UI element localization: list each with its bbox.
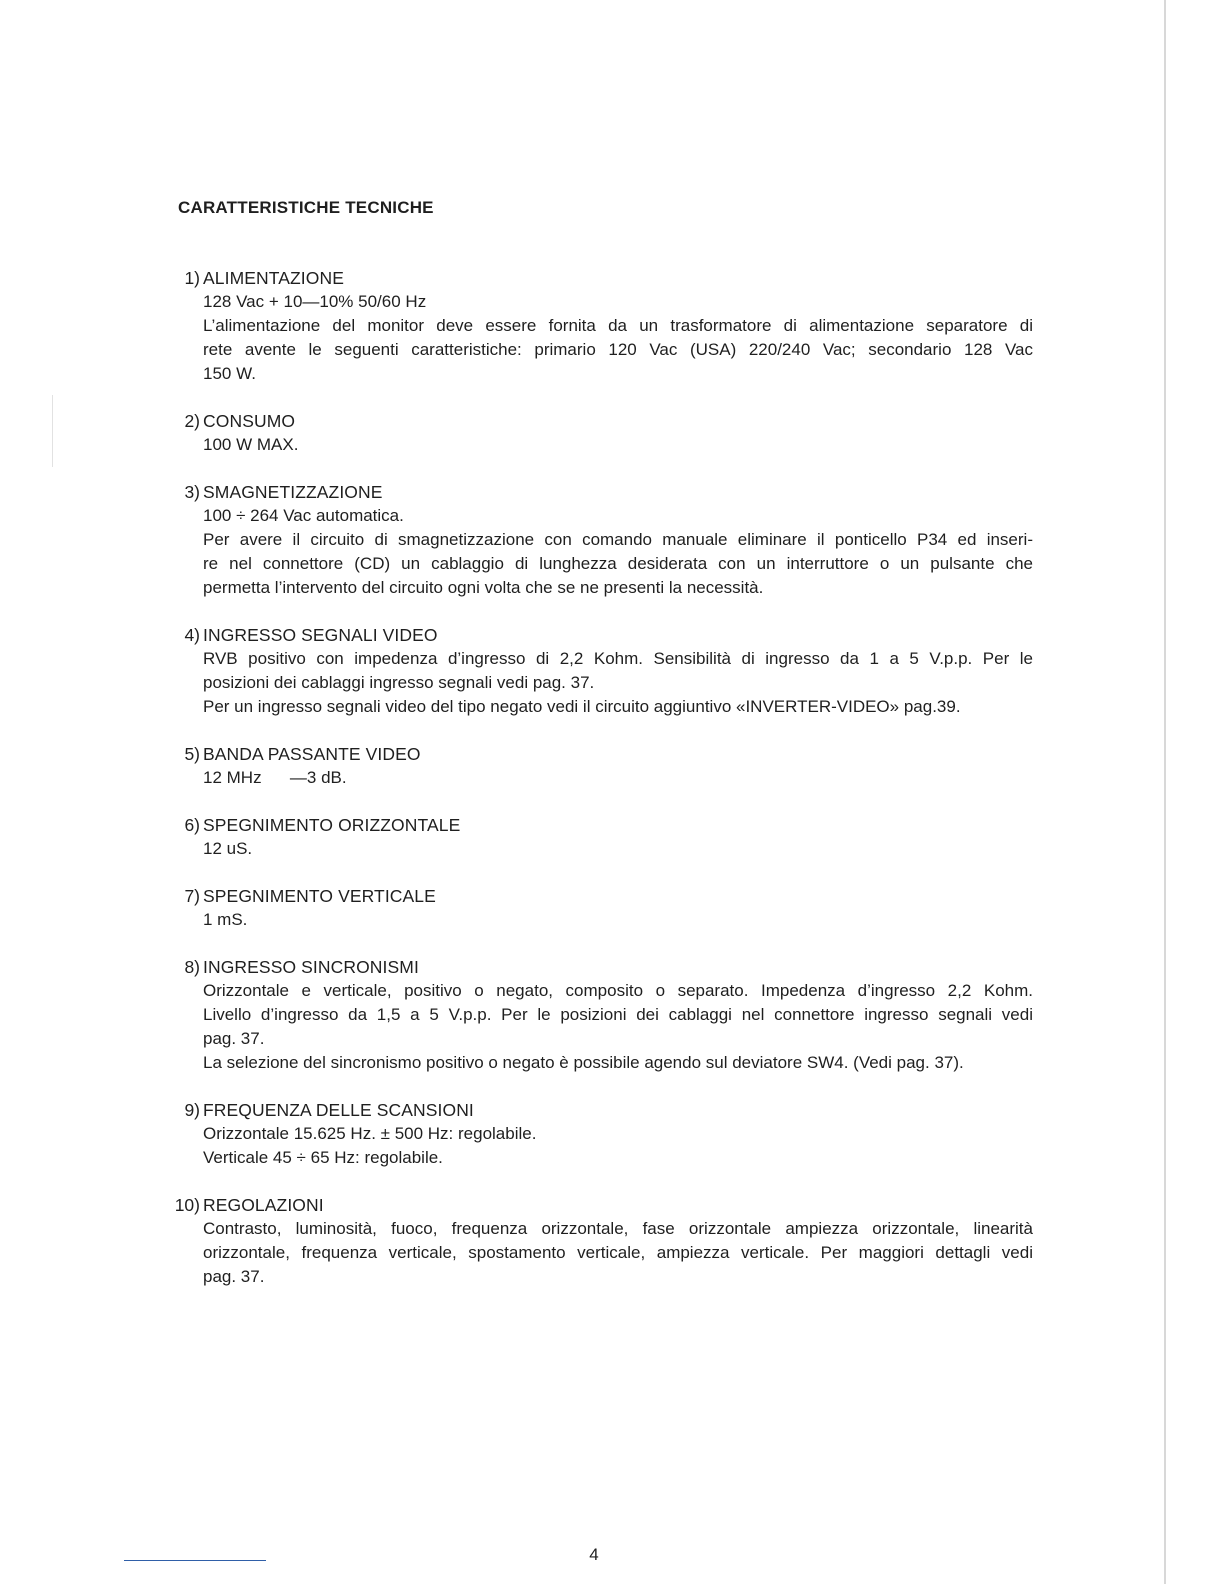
section-number: 2): [184, 411, 200, 431]
section-title: SPEGNIMENTO VERTICALE: [203, 886, 436, 906]
section-title: ALIMENTAZIONE: [203, 268, 344, 288]
section-title: FREQUENZA DELLE SCANSIONI: [203, 1100, 474, 1120]
section-heading: [184, 813, 1050, 837]
section-number: 6): [184, 815, 200, 835]
section-number: 1): [184, 268, 200, 288]
section-title: INGRESSO SEGNALI VIDEO: [203, 625, 438, 645]
section-heading: [184, 623, 1050, 647]
section-heading: [184, 884, 1050, 908]
section-heading: [184, 409, 1050, 433]
section-number: 4): [184, 625, 200, 645]
section-line: La selezione del sincronismo positivo o negato è possibile agendo sul deviatore SW4. (Vedi pag. 37).: [203, 1053, 964, 1072]
page-edge-shadow: [1164, 0, 1166, 1584]
section-title: INGRESSO SINCRONISMI: [203, 957, 419, 977]
section-title: SPEGNIMENTO ORIZZONTALE: [203, 815, 461, 835]
page-number: 4: [589, 1545, 599, 1564]
section-number: 3): [184, 482, 200, 502]
section-line: permetta l’intervento del circuito ogni volta che se ne presenti la necessità.: [203, 578, 764, 597]
section-line: 150 W.: [203, 364, 256, 383]
section-title: REGOLAZIONI: [203, 1195, 324, 1215]
spec-section-ingresso-segnali-video: [170, 623, 1050, 719]
section-line: Verticale 45 ÷ 65 Hz: regolabile.: [203, 1148, 443, 1167]
section-line: 100 W MAX.: [203, 435, 299, 454]
section-line: 128 Vac + 10—10% 50/60 Hz: [203, 292, 427, 311]
section-line: pag. 37.: [203, 1029, 265, 1048]
section-heading: [184, 1098, 1050, 1122]
footer-rule: [124, 1560, 266, 1561]
section-number: 10): [174, 1195, 200, 1215]
section-heading: [184, 955, 1050, 979]
section-title: SMAGNETIZZAZIONE: [203, 482, 383, 502]
section-title: BANDA PASSANTE VIDEO: [203, 744, 421, 764]
page-title: CARATTERISTICHE TECNICHE: [178, 198, 434, 217]
spec-section-banda-passante-video: [170, 742, 1050, 790]
spec-section-ingresso-sincronismi: [170, 955, 1050, 1075]
section-line: Per avere il circuito di smagnetizzazione con comando manuale eliminare il ponticello P34 ed inseri-: [203, 530, 1033, 549]
spec-section-alimentazione: [170, 266, 1050, 386]
section-line: 100 ÷ 264 Vac automatica.: [203, 506, 404, 525]
section-number: 8): [184, 957, 200, 977]
spec-section-regolazioni: [170, 1193, 1050, 1289]
section-line: 12 MHz —3 dB.: [203, 768, 347, 787]
spec-list: [170, 266, 1050, 1312]
section-line: Orizzontale 15.625 Hz. ± 500 Hz: regolabile.: [203, 1124, 537, 1143]
section-line: orizzontale, frequenza verticale, spostamento verticale, ampiezza verticale. Per maggiori dettagli vedi: [203, 1243, 1033, 1262]
spec-section-spegnimento-verticale: [170, 884, 1050, 932]
spec-section-frequenza-scansioni: [170, 1098, 1050, 1170]
section-line: Orizzontale e verticale, positivo o negato, composito o separato. Impedenza d’ingresso 2,2 Kohm.: [203, 981, 1033, 1000]
section-line: Livello d’ingresso da 1,5 a 5 V.p.p. Per le posizioni dei cablaggi nel connettore ingresso segnali vedi: [203, 1005, 1033, 1024]
section-title: CONSUMO: [203, 411, 296, 431]
section-heading: [184, 742, 1050, 766]
section-line: Per un ingresso segnali video del tipo negato vedi il circuito aggiuntivo «INVERTER-VIDEO» pag.39.: [203, 697, 961, 716]
section-heading: [184, 266, 1050, 290]
section-line: RVB positivo con impedenza d’ingresso di 2,2 Kohm. Sensibilità di ingresso da 1 a 5 V.p.p. Per le: [203, 649, 1033, 668]
section-number: 7): [184, 886, 200, 906]
section-line: 12 uS.: [203, 839, 253, 858]
section-line: L’alimentazione del monitor deve essere fornita da un trasformatore di alimentazione separatore di: [203, 316, 1033, 335]
section-heading: [184, 480, 1050, 504]
scan-mark: [52, 395, 53, 467]
spec-section-smagnetizzazione: [170, 480, 1050, 600]
section-number: 5): [184, 744, 200, 764]
spec-section-spegnimento-orizzontale: [170, 813, 1050, 861]
section-line: re nel connettore (CD) un cablaggio di lunghezza desiderata con un interruttore o un pulsante che: [203, 554, 1033, 573]
section-line: rete avente le seguenti caratteristiche: primario 120 Vac (USA) 220/240 Vac; secondario 128 Vac: [203, 340, 1033, 359]
section-line: Contrasto, luminosità, fuoco, frequenza orizzontale, fase orizzontale ampiezza orizzontale, linearità: [203, 1219, 1033, 1238]
section-heading: [174, 1193, 1050, 1217]
section-line: 1 mS.: [203, 910, 248, 929]
section-line: pag. 37.: [203, 1267, 265, 1286]
section-line: posizioni dei cablaggi ingresso segnali vedi pag. 37.: [203, 673, 595, 692]
section-number: 9): [184, 1100, 200, 1120]
spec-section-consumo: [170, 409, 1050, 457]
